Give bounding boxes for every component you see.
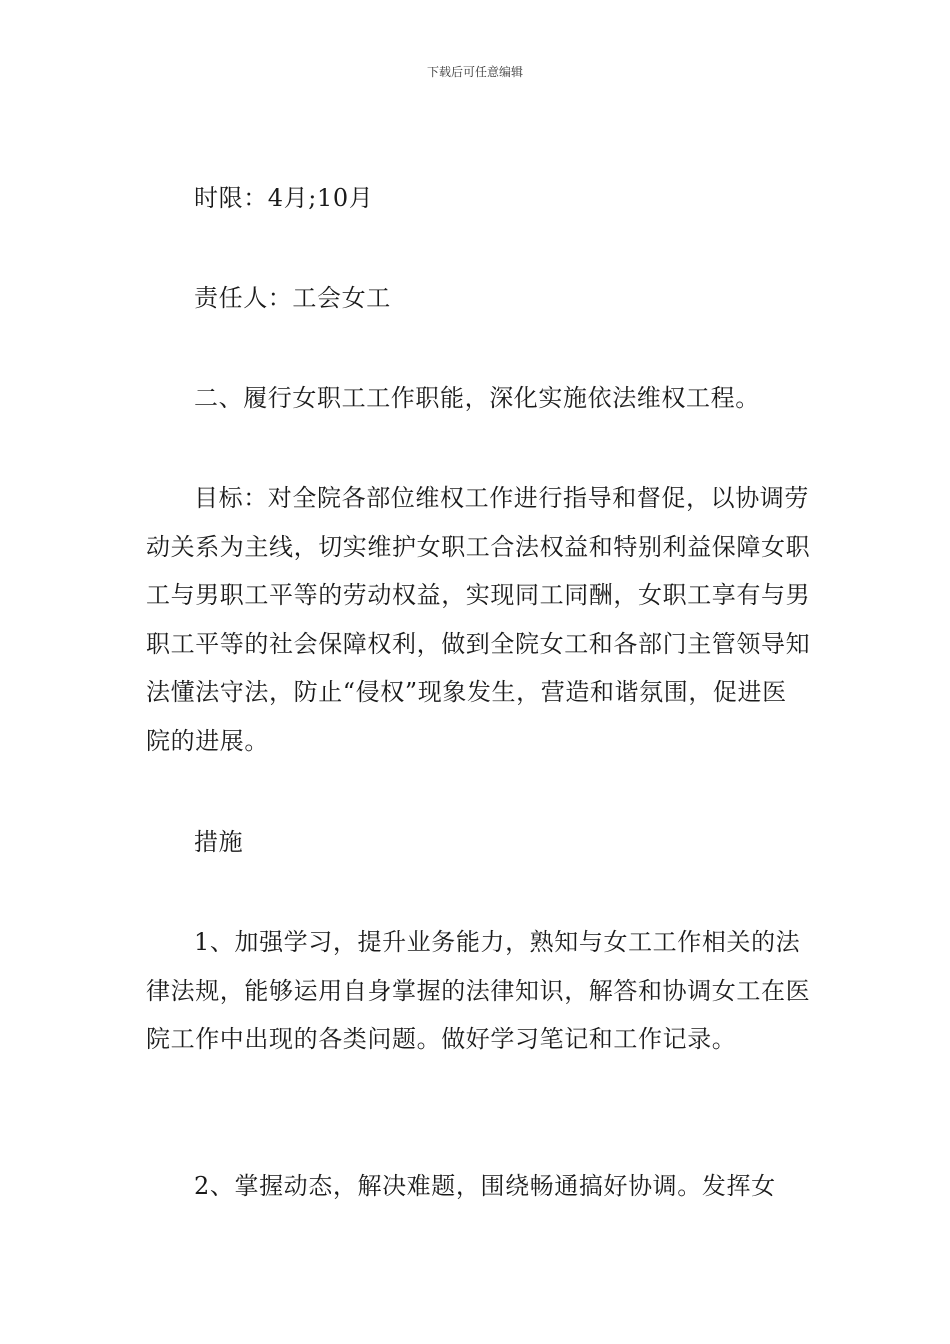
paragraph-goal: 目标：对全院各部位维权工作进行指导和督促，以协调劳动关系为主线，切实维护女职工合法权益和特别利益保障女职工与男职工平等的劳动权益，实现同工同酬，女职工享有与男职工平等的社会保障权利，做到全院女工和各部门主管领导知法懂法守法，防止“侵权”现象发生，营造和谐氛围，促进医院的进展。 — [146, 484, 811, 755]
paragraph-measure-one: 1、加强学习，提升业务能力，熟知与女工工作相关的法律法规，能够运用自身掌握的法律知识，解答和协调女工在医院工作中出现的各类问题。做好学习笔记和工作记录。 — [146, 928, 811, 1053]
paragraph-measure-two: 2、掌握动态，解决难题，围绕畅通搞好协调。发挥女 — [194, 1172, 776, 1200]
paragraph-time-limit: 时限：4月;10月 — [194, 184, 374, 212]
paragraph-section-two-heading: 二、履行女职工工作职能，深化实施依法维权工程。 — [194, 384, 760, 412]
page-header: 下载后可任意编辑 — [426, 65, 523, 79]
paragraph-responsible-person: 责任人：工会女工 — [194, 284, 391, 312]
paragraph-measures-heading: 措施 — [194, 828, 244, 856]
